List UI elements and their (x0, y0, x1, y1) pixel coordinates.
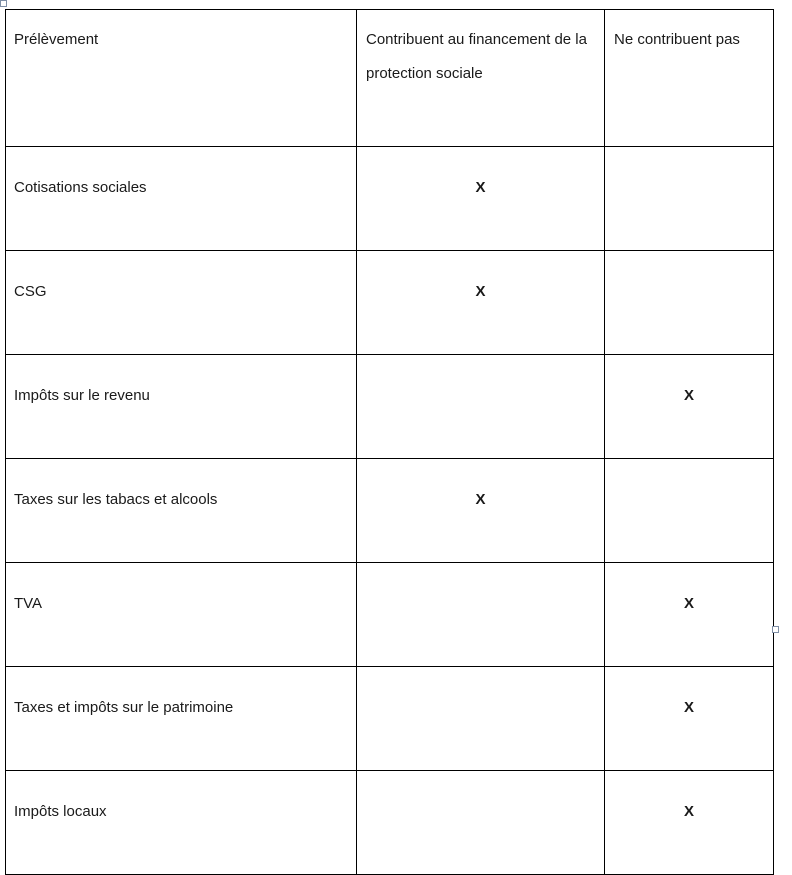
row-label: Impôts locaux (6, 771, 357, 875)
contribuent-mark (357, 355, 605, 459)
table-row (6, 355, 774, 459)
contribuent-mark (357, 563, 605, 667)
header-label-ne-contribuent-pas: Ne contribuent pas (614, 31, 740, 48)
table-row (6, 667, 774, 771)
ne-contribuent-pas-mark: X (605, 667, 774, 771)
header-cell-contribuent (357, 10, 605, 147)
row-label: Taxes et impôts sur le patrimoine (6, 667, 357, 771)
contribuent-mark: X (357, 147, 605, 251)
row-label: CSG (6, 251, 357, 355)
contribuent-mark: X (357, 251, 605, 355)
table-row (6, 459, 774, 563)
ne-contribuent-pas-mark: X (605, 563, 774, 667)
row-label: Impôts sur le revenu (6, 355, 357, 459)
text-boundary-mark-bottom-right (772, 626, 779, 633)
row-label: Cotisations sociales (6, 147, 357, 251)
header-cell-prelevement (6, 10, 357, 147)
row-label: TVA (6, 563, 357, 667)
header-label-prelevement: Prélèvement (14, 31, 99, 48)
text-boundary-mark-top-left (0, 0, 7, 7)
ne-contribuent-pas-mark (605, 251, 774, 355)
contribution-table (5, 9, 774, 875)
header-cell-ne-contribuent-pas (605, 10, 774, 147)
header-label-contribuent: Contribuent au financement de la protection sociale (366, 31, 587, 82)
ne-contribuent-pas-mark: X (605, 771, 774, 875)
ne-contribuent-pas-mark (605, 147, 774, 251)
ne-contribuent-pas-mark: X (605, 355, 774, 459)
row-label: Taxes sur les tabacs et alcools (6, 459, 357, 563)
ne-contribuent-pas-mark (605, 459, 774, 563)
table-row (6, 563, 774, 667)
contribuent-mark (357, 771, 605, 875)
contribuent-mark (357, 667, 605, 771)
contribuent-mark: X (357, 459, 605, 563)
table-row (6, 771, 774, 875)
table-row (6, 251, 774, 355)
table-header-row (6, 10, 774, 147)
table-row (6, 147, 774, 251)
